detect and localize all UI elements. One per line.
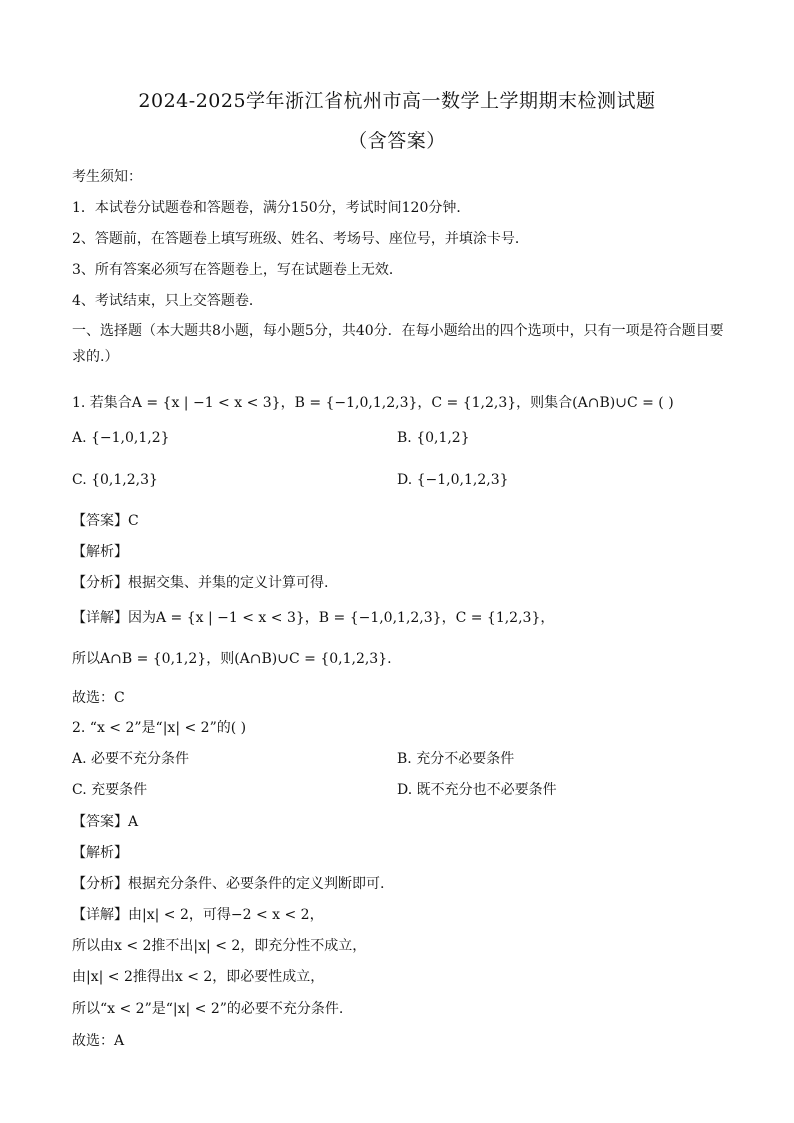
question-1-detail-2: 所以A∩B = {0,1,2}，则(A∩B)∪C = {0,1,2,3}. [72, 651, 392, 667]
document-title: 2024-2025学年浙江省杭州市高一数学上学期期末检测试题 [138, 90, 656, 112]
question-1-choice: 故选：C [72, 690, 125, 706]
question-2-detail-2: 所以由x < 2推不出|x| < 2，即充分性不成立， [72, 938, 367, 954]
question-1-stem: 1. 若集合A = {x | −1 < x < 3}，B = {−1,0,1,2,3}，C = {1,2,3}，则集合(A∩B)∪C = ( ) [72, 395, 674, 411]
section-heading: 一、选择题（本大题共8小题，每小题5分，共40分．在每小题给出的四个选项中，只有一项是符合题目要求的.） [72, 323, 724, 365]
question-2-option-d: D. 既不充分也不必要条件 [397, 782, 557, 798]
question-2-detail-3: 由|x| < 2推得出x < 2，即必要性成立， [72, 969, 325, 985]
notice-item-1: 1．本试卷分试题卷和答题卷，满分150分，考试时间120分钟． [72, 200, 471, 216]
question-2-detail-4: 所以“x < 2”是“|x| < 2”的必要不充分条件. [72, 1001, 344, 1017]
question-2-option-b: B. 充分不必要条件 [397, 751, 515, 767]
question-1-option-a: A. {−1,0,1,2} [72, 430, 170, 446]
question-1-analysis: 【分析】根据交集、并集的定义计算可得. [72, 575, 329, 591]
question-2-option-a: A. 必要不充分条件 [72, 751, 190, 767]
notice-item-2: 2、答题前，在答题卷上填写班级、姓名、考场号、座位号，并填涂卡号． [72, 231, 529, 247]
question-2-option-c: C. 充要条件 [72, 782, 148, 798]
question-2-stem: 2. “x < 2”是“|x| < 2”的( ) [72, 720, 247, 736]
document-subtitle: （含答案） [348, 130, 446, 152]
question-2-analysis-label: 【解析】 [72, 845, 128, 861]
question-2-answer: 【答案】A [72, 814, 139, 830]
notice-heading: 考生须知： [72, 169, 142, 185]
question-2-analysis: 【分析】根据充分条件、必要条件的定义判断即可. [72, 876, 385, 892]
question-1-answer: 【答案】C [72, 513, 139, 529]
question-1-option-c: C. {0,1,2,3} [72, 472, 158, 488]
notice-item-4: 4、考试结束，只上交答题卷． [72, 293, 263, 309]
question-1-option-b: B. {0,1,2} [397, 430, 470, 446]
question-1-analysis-label: 【解析】 [72, 544, 128, 560]
question-1-option-d: D. {−1,0,1,2,3} [397, 472, 509, 488]
question-2-choice: 故选：A [72, 1033, 125, 1049]
question-1-detail-1: 【详解】因为A = {x | −1 < x < 3}，B = {−1,0,1,2,3}，C = {1,2,3}， [72, 610, 555, 626]
question-2-detail-1: 【详解】由|x| < 2，可得−2 < x < 2， [72, 907, 324, 923]
notice-item-3: 3、所有答案必须写在答题卷上，写在试题卷上无效． [72, 262, 403, 278]
